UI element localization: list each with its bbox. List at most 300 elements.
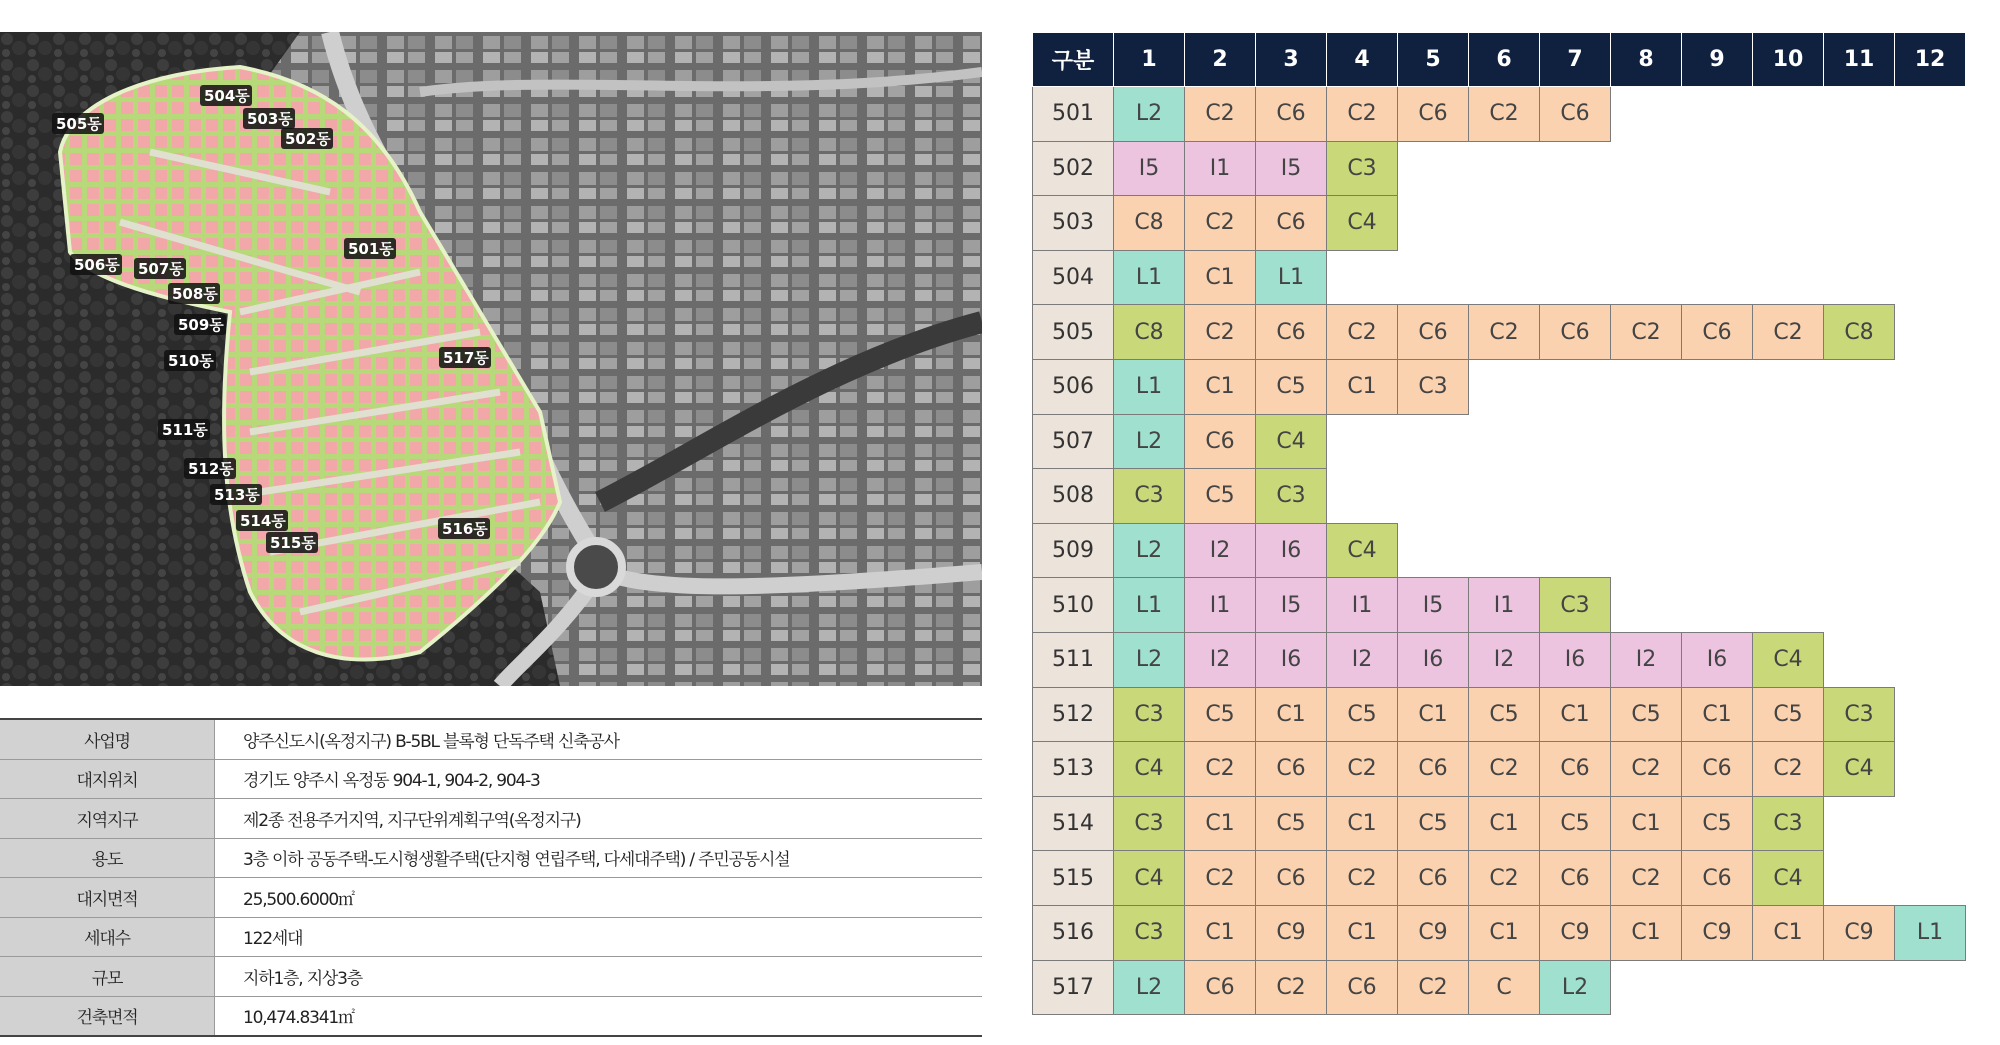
empty-cell <box>1824 851 1895 906</box>
unit-type-cell: C9 <box>1256 905 1327 960</box>
unit-type-cell: C6 <box>1256 87 1327 142</box>
svg-text:516동: 516동 <box>442 520 488 538</box>
unit-type-cell: I2 <box>1185 523 1256 578</box>
building-label-515동 <box>266 532 318 553</box>
building-label-517동 <box>439 347 491 368</box>
unit-type-cell: C6 <box>1327 960 1398 1015</box>
unit-type-cell: C6 <box>1682 305 1753 360</box>
row-building-number: 503 <box>1033 196 1114 251</box>
unit-type-cell: I1 <box>1469 578 1540 633</box>
unit-type-cell: C8 <box>1114 305 1185 360</box>
empty-cell <box>1611 523 1682 578</box>
info-key: 지역지구 <box>0 799 215 839</box>
row-building-number: 507 <box>1033 414 1114 469</box>
empty-cell <box>1611 578 1682 633</box>
header-column-4: 4 <box>1327 33 1398 87</box>
empty-cell <box>1327 414 1398 469</box>
header-column-8: 8 <box>1611 33 1682 87</box>
unit-type-cell: C3 <box>1753 796 1824 851</box>
unit-type-cell: C6 <box>1682 742 1753 797</box>
header-column-11: 11 <box>1824 33 1895 87</box>
unit-type-cell: C3 <box>1256 469 1327 524</box>
header-column-1: 1 <box>1114 33 1185 87</box>
info-row <box>0 719 982 759</box>
empty-cell <box>1682 87 1753 142</box>
header-column-12: 12 <box>1895 33 1966 87</box>
svg-text:517동: 517동 <box>443 349 489 367</box>
unit-type-cell: C6 <box>1398 305 1469 360</box>
unit-type-cell: C5 <box>1540 796 1611 851</box>
building-label-502동 <box>281 128 333 149</box>
table-row <box>1033 742 1966 797</box>
empty-cell <box>1895 851 1966 906</box>
unit-type-cell: C1 <box>1611 905 1682 960</box>
empty-cell <box>1398 414 1469 469</box>
unit-type-cell: C5 <box>1682 796 1753 851</box>
empty-cell <box>1824 141 1895 196</box>
unit-type-cell: C2 <box>1753 305 1824 360</box>
table-row <box>1033 87 1966 142</box>
unit-type-cell: L1 <box>1114 359 1185 414</box>
info-row <box>0 799 982 839</box>
unit-type-cell: C3 <box>1114 796 1185 851</box>
unit-type-cell: I6 <box>1256 632 1327 687</box>
info-value: 10,474.8341㎡ <box>215 996 983 1036</box>
row-building-number: 502 <box>1033 141 1114 196</box>
svg-text:509동: 509동 <box>178 316 224 334</box>
unit-type-cell: C3 <box>1824 687 1895 742</box>
unit-type-cell: C5 <box>1185 687 1256 742</box>
unit-type-cell: C1 <box>1469 905 1540 960</box>
empty-cell <box>1611 414 1682 469</box>
unit-type-cell: C6 <box>1682 851 1753 906</box>
empty-cell <box>1895 796 1966 851</box>
unit-type-cell: C1 <box>1256 687 1327 742</box>
unit-type-cell: I1 <box>1185 578 1256 633</box>
empty-cell <box>1753 523 1824 578</box>
svg-text:513동: 513동 <box>214 486 260 504</box>
unit-type-cell: C2 <box>1185 196 1256 251</box>
info-row <box>0 838 982 878</box>
unit-type-cell: C2 <box>1185 851 1256 906</box>
unit-type-cell: C1 <box>1185 250 1256 305</box>
unit-type-cell: L2 <box>1114 960 1185 1015</box>
empty-cell <box>1895 196 1966 251</box>
unit-type-cell: C2 <box>1469 305 1540 360</box>
row-building-number: 517 <box>1033 960 1114 1015</box>
unit-type-cell: C4 <box>1114 851 1185 906</box>
building-label-504동 <box>200 85 252 106</box>
empty-cell <box>1398 196 1469 251</box>
empty-cell <box>1398 141 1469 196</box>
info-key: 대지위치 <box>0 759 215 799</box>
unit-type-cell: C1 <box>1327 796 1398 851</box>
table-row <box>1033 250 1966 305</box>
info-key: 건축면적 <box>0 996 215 1036</box>
unit-type-cell: L1 <box>1256 250 1327 305</box>
unit-type-cell: C4 <box>1327 523 1398 578</box>
svg-text:501동: 501동 <box>348 240 394 258</box>
unit-type-cell: L2 <box>1114 632 1185 687</box>
svg-text:506동: 506동 <box>74 256 120 274</box>
empty-cell <box>1469 359 1540 414</box>
unit-type-cell: C4 <box>1753 851 1824 906</box>
unit-type-cell: C2 <box>1256 960 1327 1015</box>
building-label-516동 <box>438 518 490 539</box>
header-column-6: 6 <box>1469 33 1540 87</box>
info-value: 제2종 전용주거지역, 지구단위계획구역(옥정지구) <box>215 799 983 839</box>
unit-type-cell: L1 <box>1895 905 1966 960</box>
unit-type-cell: I6 <box>1682 632 1753 687</box>
empty-cell <box>1895 141 1966 196</box>
empty-cell <box>1824 414 1895 469</box>
empty-cell <box>1682 960 1753 1015</box>
type-table-header <box>1033 33 1966 87</box>
empty-cell <box>1682 414 1753 469</box>
empty-cell <box>1895 742 1966 797</box>
header-column-2: 2 <box>1185 33 1256 87</box>
empty-cell <box>1611 469 1682 524</box>
empty-cell <box>1824 196 1895 251</box>
building-label-510동 <box>164 350 216 371</box>
row-building-number: 515 <box>1033 851 1114 906</box>
table-row <box>1033 960 1966 1015</box>
unit-type-cell: C4 <box>1753 632 1824 687</box>
unit-type-cell: C5 <box>1327 687 1398 742</box>
unit-type-cell: C2 <box>1469 742 1540 797</box>
empty-cell <box>1895 87 1966 142</box>
svg-text:502동: 502동 <box>285 130 331 148</box>
info-key: 대지면적 <box>0 878 215 918</box>
empty-cell <box>1540 250 1611 305</box>
empty-cell <box>1398 250 1469 305</box>
table-row <box>1033 578 1966 633</box>
empty-cell <box>1469 469 1540 524</box>
unit-type-cell: C2 <box>1185 87 1256 142</box>
info-value: 122세대 <box>215 917 983 957</box>
empty-cell <box>1895 960 1966 1015</box>
unit-type-table <box>1032 32 1966 1015</box>
project-info-table <box>0 718 982 1037</box>
unit-type-cell: C3 <box>1114 687 1185 742</box>
empty-cell <box>1753 196 1824 251</box>
row-building-number: 511 <box>1033 632 1114 687</box>
unit-type-cell: C9 <box>1540 905 1611 960</box>
empty-cell <box>1753 250 1824 305</box>
empty-cell <box>1540 359 1611 414</box>
table-row <box>1033 632 1966 687</box>
unit-type-cell: C9 <box>1824 905 1895 960</box>
unit-type-cell: I2 <box>1611 632 1682 687</box>
info-row <box>0 957 982 997</box>
unit-type-cell: C5 <box>1398 796 1469 851</box>
empty-cell <box>1824 469 1895 524</box>
unit-type-cell: C5 <box>1256 796 1327 851</box>
unit-type-cell: C2 <box>1327 87 1398 142</box>
empty-cell <box>1824 523 1895 578</box>
info-value: 경기도 양주시 옥정동 904-1, 904-2, 904-3 <box>215 759 983 799</box>
unit-type-cell: L1 <box>1114 250 1185 305</box>
unit-type-cell: C4 <box>1824 742 1895 797</box>
unit-type-cell: C9 <box>1682 905 1753 960</box>
unit-type-cell: C2 <box>1469 851 1540 906</box>
row-building-number: 505 <box>1033 305 1114 360</box>
empty-cell <box>1824 578 1895 633</box>
unit-type-cell: L2 <box>1114 414 1185 469</box>
row-building-number: 514 <box>1033 796 1114 851</box>
unit-type-cell: C6 <box>1540 742 1611 797</box>
empty-cell <box>1540 523 1611 578</box>
unit-type-cell: I2 <box>1185 632 1256 687</box>
unit-type-cell: C6 <box>1540 87 1611 142</box>
info-row <box>0 996 982 1036</box>
unit-type-cell: L2 <box>1114 523 1185 578</box>
unit-type-cell: I1 <box>1327 578 1398 633</box>
unit-type-cell: C6 <box>1185 414 1256 469</box>
empty-cell <box>1611 196 1682 251</box>
empty-cell <box>1469 250 1540 305</box>
unit-type-cell: C5 <box>1469 687 1540 742</box>
empty-cell <box>1682 196 1753 251</box>
unit-type-cell: C3 <box>1540 578 1611 633</box>
empty-cell <box>1469 141 1540 196</box>
empty-cell <box>1682 523 1753 578</box>
unit-type-cell: C5 <box>1753 687 1824 742</box>
building-label-512동 <box>184 458 236 479</box>
svg-text:515동: 515동 <box>270 534 316 552</box>
svg-text:508동: 508동 <box>172 285 218 303</box>
unit-type-cell: C1 <box>1540 687 1611 742</box>
unit-type-cell: C1 <box>1327 905 1398 960</box>
empty-cell <box>1753 469 1824 524</box>
row-building-number: 509 <box>1033 523 1114 578</box>
unit-type-cell: C6 <box>1185 960 1256 1015</box>
unit-type-cell: C3 <box>1327 141 1398 196</box>
building-label-511동 <box>158 419 210 440</box>
empty-cell <box>1753 960 1824 1015</box>
empty-cell <box>1824 250 1895 305</box>
unit-type-cell: I5 <box>1256 141 1327 196</box>
unit-type-cell: I2 <box>1327 632 1398 687</box>
row-building-number: 510 <box>1033 578 1114 633</box>
empty-cell <box>1682 469 1753 524</box>
svg-text:511동: 511동 <box>162 421 208 439</box>
empty-cell <box>1611 250 1682 305</box>
unit-type-cell: C1 <box>1682 687 1753 742</box>
empty-cell <box>1682 578 1753 633</box>
unit-type-cell: C3 <box>1114 905 1185 960</box>
unit-type-cell: C2 <box>1753 742 1824 797</box>
unit-type-cell: C6 <box>1256 196 1327 251</box>
empty-cell <box>1753 578 1824 633</box>
unit-type-cell: C3 <box>1398 359 1469 414</box>
empty-cell <box>1327 469 1398 524</box>
unit-type-cell: C1 <box>1611 796 1682 851</box>
table-row <box>1033 851 1966 906</box>
row-building-number: 501 <box>1033 87 1114 142</box>
row-building-number: 512 <box>1033 687 1114 742</box>
info-value: 25,500.6000㎡ <box>215 878 983 918</box>
roundabout <box>570 541 622 593</box>
row-building-number: 513 <box>1033 742 1114 797</box>
empty-cell <box>1824 796 1895 851</box>
table-row <box>1033 796 1966 851</box>
empty-cell <box>1895 414 1966 469</box>
empty-cell <box>1753 87 1824 142</box>
unit-type-cell: C1 <box>1185 359 1256 414</box>
empty-cell <box>1469 196 1540 251</box>
svg-text:504동: 504동 <box>204 87 250 105</box>
table-row <box>1033 305 1966 360</box>
unit-type-cell: C1 <box>1185 796 1256 851</box>
svg-text:514동: 514동 <box>240 512 286 530</box>
unit-type-cell: C6 <box>1540 851 1611 906</box>
empty-cell <box>1682 359 1753 414</box>
unit-type-cell: L2 <box>1114 87 1185 142</box>
site-plan-aerial <box>0 32 982 686</box>
info-key: 용도 <box>0 838 215 878</box>
unit-type-cell: C2 <box>1327 305 1398 360</box>
unit-type-cell: C4 <box>1327 196 1398 251</box>
empty-cell <box>1895 359 1966 414</box>
empty-cell <box>1895 578 1966 633</box>
info-key: 규모 <box>0 957 215 997</box>
unit-type-cell: C5 <box>1185 469 1256 524</box>
building-label-506동 <box>70 254 122 275</box>
unit-type-cell: I5 <box>1256 578 1327 633</box>
table-row <box>1033 469 1966 524</box>
unit-type-cell: I6 <box>1256 523 1327 578</box>
unit-type-cell: I5 <box>1114 141 1185 196</box>
empty-cell <box>1327 250 1398 305</box>
empty-cell <box>1611 960 1682 1015</box>
building-label-508동 <box>168 283 220 304</box>
table-row <box>1033 141 1966 196</box>
unit-type-cell: I6 <box>1398 632 1469 687</box>
unit-type-cell: C2 <box>1611 305 1682 360</box>
unit-type-cell: L1 <box>1114 578 1185 633</box>
empty-cell <box>1753 359 1824 414</box>
table-row <box>1033 523 1966 578</box>
info-value: 지하1층, 지상3층 <box>215 957 983 997</box>
unit-type-cell: C8 <box>1114 196 1185 251</box>
unit-type-cell: C4 <box>1256 414 1327 469</box>
unit-type-cell: C6 <box>1398 851 1469 906</box>
empty-cell <box>1469 414 1540 469</box>
empty-cell <box>1753 414 1824 469</box>
unit-type-cell: C6 <box>1540 305 1611 360</box>
unit-type-cell: C6 <box>1398 742 1469 797</box>
empty-cell <box>1611 359 1682 414</box>
unit-type-cell: I5 <box>1398 578 1469 633</box>
building-label-509동 <box>174 314 226 335</box>
unit-type-cell: C <box>1469 960 1540 1015</box>
unit-type-cell: C2 <box>1469 87 1540 142</box>
unit-type-cell: C5 <box>1611 687 1682 742</box>
svg-text:503동: 503동 <box>247 110 293 128</box>
info-value: 양주신도시(옥정지구) B-5BL 블록형 단독주택 신축공사 <box>215 719 983 759</box>
unit-type-cell: I1 <box>1185 141 1256 196</box>
unit-type-cell: C2 <box>1185 305 1256 360</box>
building-label-507동 <box>134 258 186 279</box>
empty-cell <box>1895 469 1966 524</box>
row-building-number: 506 <box>1033 359 1114 414</box>
building-label-514동 <box>236 510 288 531</box>
unit-type-cell: C1 <box>1469 796 1540 851</box>
svg-text:512동: 512동 <box>188 460 234 478</box>
empty-cell <box>1469 523 1540 578</box>
empty-cell <box>1753 141 1824 196</box>
unit-type-cell: C2 <box>1611 742 1682 797</box>
svg-text:505동: 505동 <box>56 115 102 133</box>
unit-type-cell: L2 <box>1540 960 1611 1015</box>
unit-type-cell: C1 <box>1327 359 1398 414</box>
empty-cell <box>1611 87 1682 142</box>
empty-cell <box>1895 305 1966 360</box>
unit-type-cell: C2 <box>1185 742 1256 797</box>
header-column-7: 7 <box>1540 33 1611 87</box>
empty-cell <box>1398 523 1469 578</box>
empty-cell <box>1540 196 1611 251</box>
unit-type-cell: I6 <box>1540 632 1611 687</box>
info-key: 세대수 <box>0 917 215 957</box>
empty-cell <box>1540 469 1611 524</box>
table-row <box>1033 414 1966 469</box>
unit-type-cell: C6 <box>1256 305 1327 360</box>
unit-type-cell: C1 <box>1753 905 1824 960</box>
empty-cell <box>1682 141 1753 196</box>
building-label-505동 <box>52 113 104 134</box>
info-value: 3층 이하 공동주택-도시형생활주택(단지형 연립주택, 다세대주택) / 주민공동시설 <box>215 838 983 878</box>
empty-cell <box>1824 87 1895 142</box>
unit-type-cell: C2 <box>1327 742 1398 797</box>
unit-type-cell: C3 <box>1114 469 1185 524</box>
empty-cell <box>1824 960 1895 1015</box>
info-row <box>0 759 982 799</box>
header-column-10: 10 <box>1753 33 1824 87</box>
unit-type-cell: C1 <box>1185 905 1256 960</box>
header-column-3: 3 <box>1256 33 1327 87</box>
empty-cell <box>1540 414 1611 469</box>
svg-text:510동: 510동 <box>168 352 214 370</box>
empty-cell <box>1895 687 1966 742</box>
empty-cell <box>1895 523 1966 578</box>
unit-type-cell: C8 <box>1824 305 1895 360</box>
row-building-number: 504 <box>1033 250 1114 305</box>
empty-cell <box>1895 250 1966 305</box>
empty-cell <box>1611 141 1682 196</box>
building-label-513동 <box>210 484 262 505</box>
unit-type-cell: C5 <box>1256 359 1327 414</box>
row-building-number: 508 <box>1033 469 1114 524</box>
info-row <box>0 917 982 957</box>
header-column-9: 9 <box>1682 33 1753 87</box>
building-label-501동 <box>344 238 396 259</box>
unit-type-cell: C4 <box>1114 742 1185 797</box>
empty-cell <box>1682 250 1753 305</box>
unit-type-cell: C2 <box>1398 960 1469 1015</box>
unit-type-cell: I2 <box>1469 632 1540 687</box>
empty-cell <box>1824 632 1895 687</box>
empty-cell <box>1895 632 1966 687</box>
empty-cell <box>1540 141 1611 196</box>
unit-type-cell: C2 <box>1611 851 1682 906</box>
unit-type-cell: C1 <box>1398 687 1469 742</box>
unit-type-cell: C6 <box>1398 87 1469 142</box>
building-label-503동 <box>243 108 295 129</box>
table-row <box>1033 196 1966 251</box>
table-row <box>1033 359 1966 414</box>
